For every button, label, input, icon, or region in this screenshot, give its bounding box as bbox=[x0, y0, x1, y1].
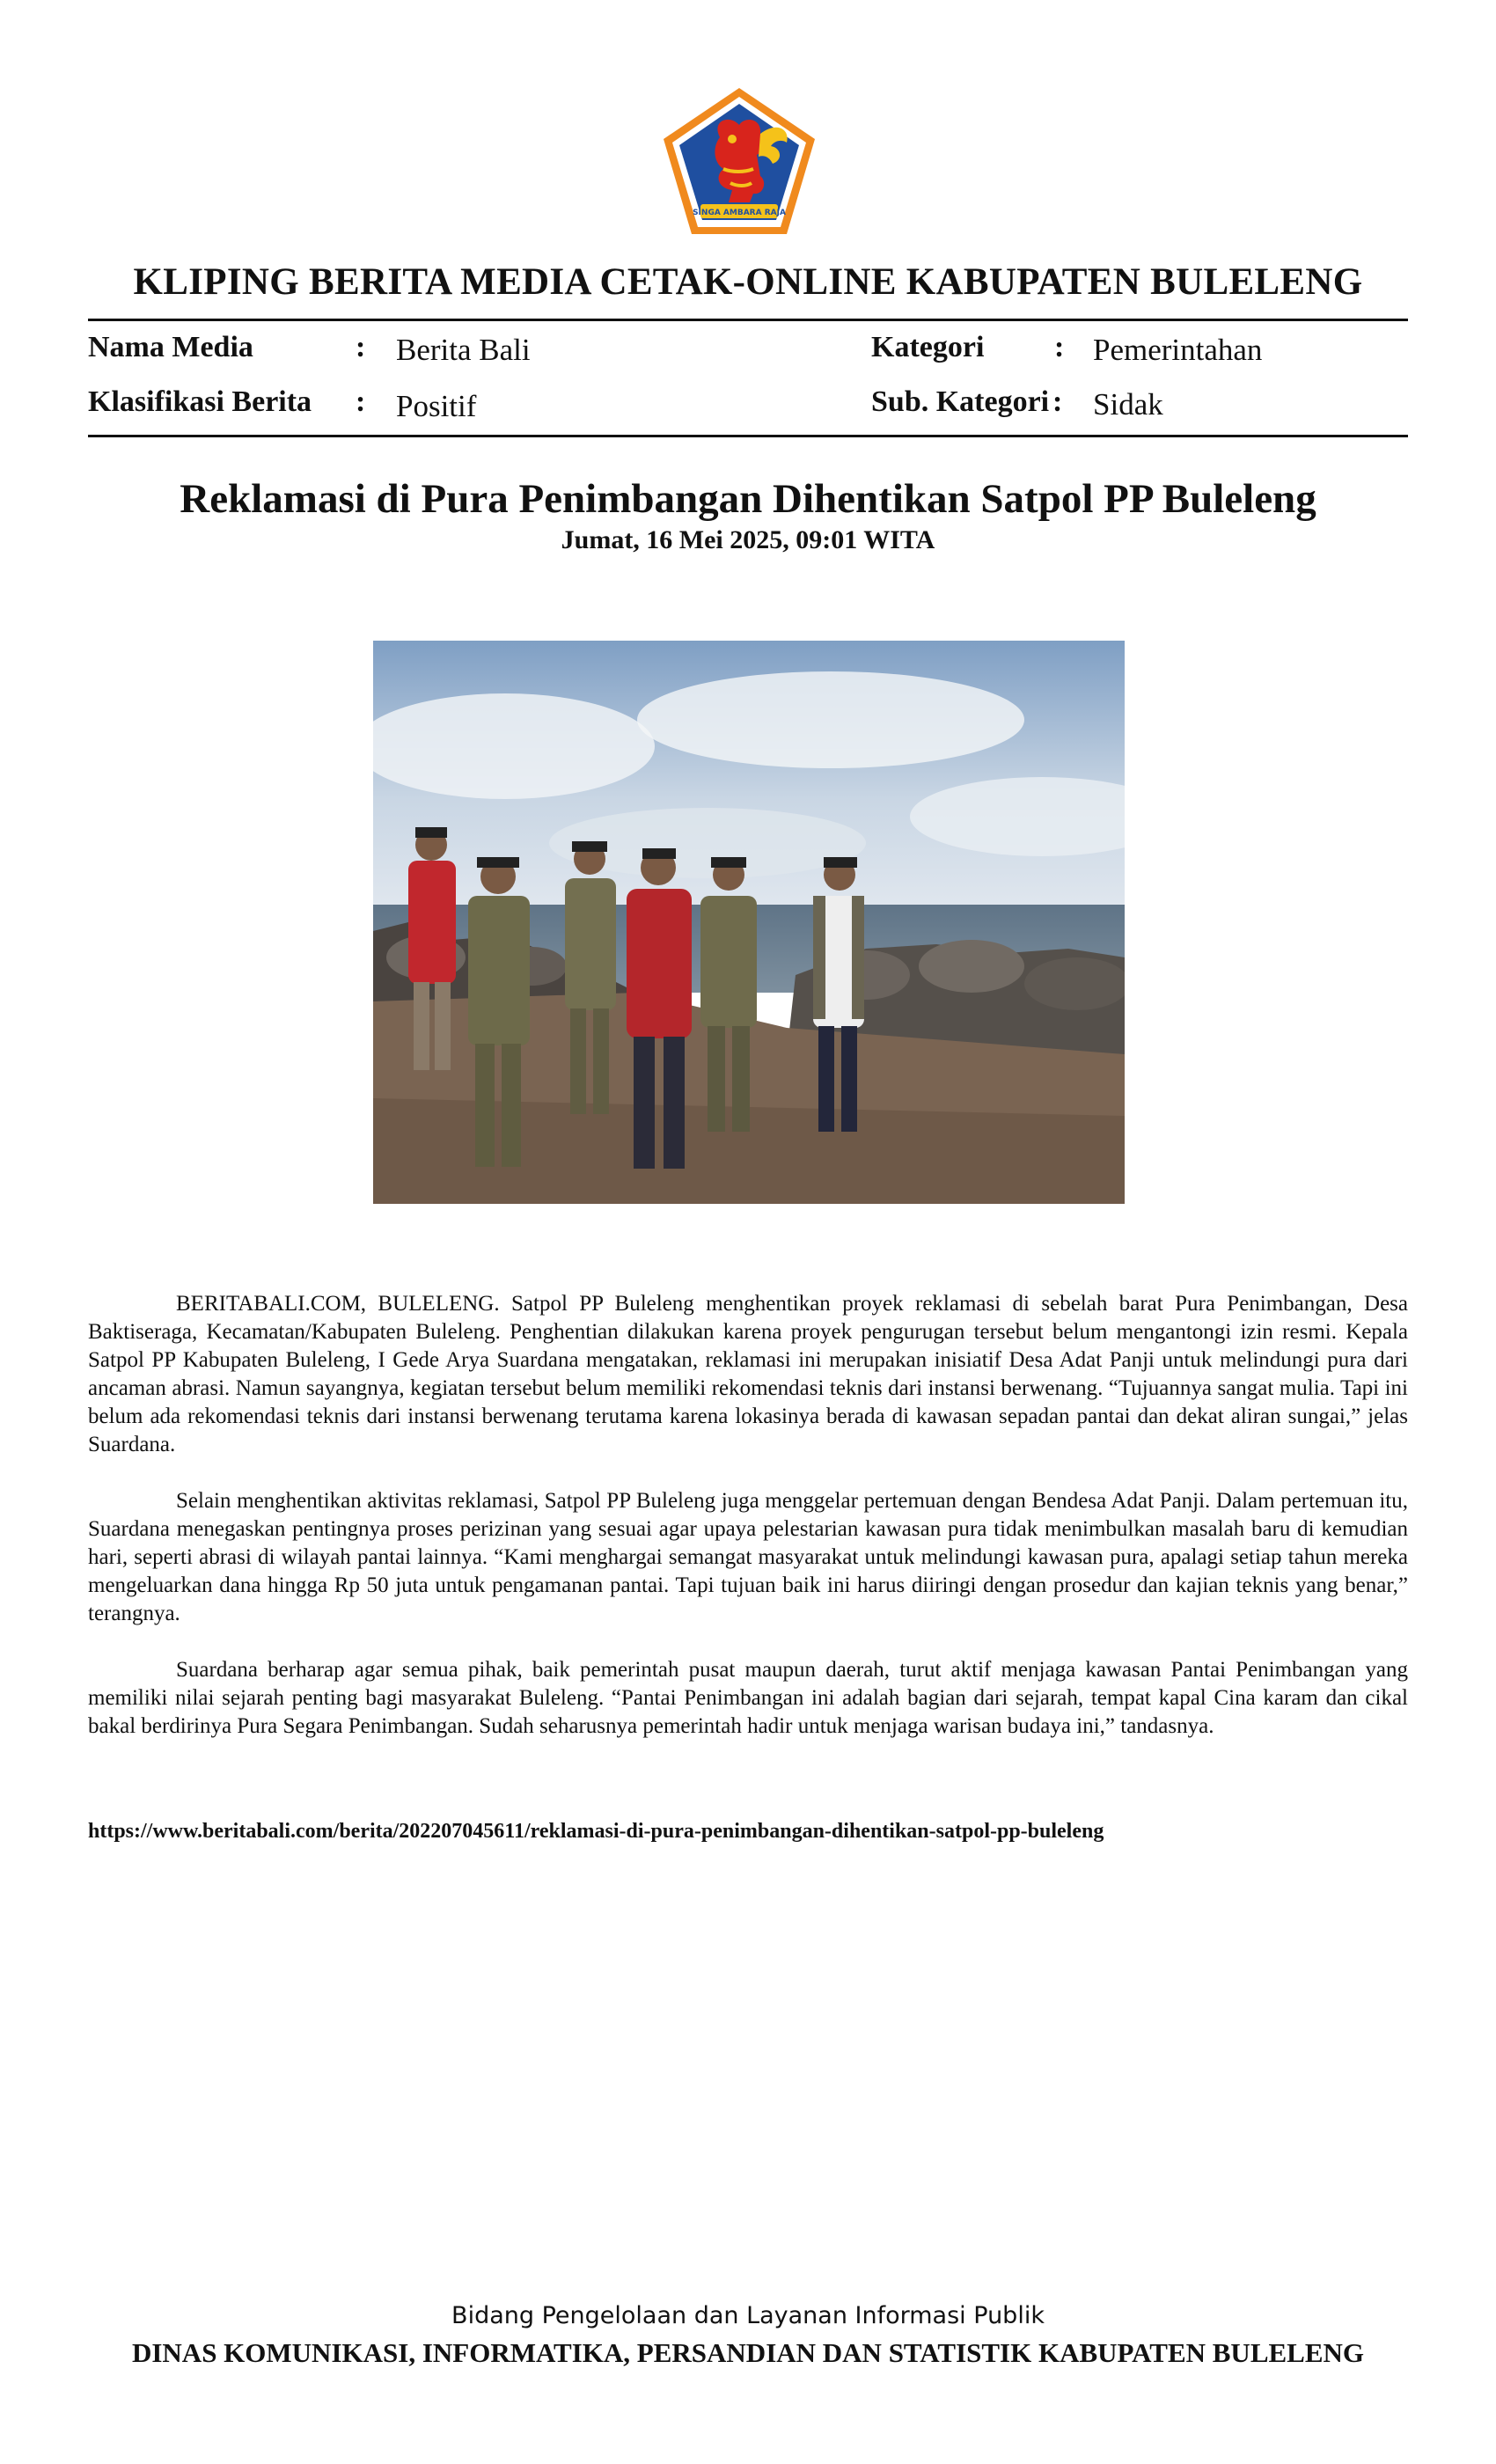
buleleng-crest-icon bbox=[658, 84, 820, 239]
top-divider bbox=[88, 319, 1408, 321]
article-date: Jumat, 16 Mei 2025, 09:01 WITA bbox=[561, 525, 935, 554]
footer-department: Bidang Pengelolaan dan Layanan Informasi Publik bbox=[451, 2302, 1045, 2329]
article-body bbox=[88, 1290, 1408, 1769]
page-title: KLIPING BERITA MEDIA CETAK-ONLINE KABUPATEN BULELENG bbox=[133, 261, 1363, 303]
meta-divider bbox=[88, 435, 1408, 437]
crest-motto: SINGA AMBARA RAJA bbox=[693, 209, 786, 217]
article-paragraph-2: Selain menghentikan aktivitas reklamasi, Satpol PP Buleleng juga menggelar pertemuan dengan Bendesa Adat Panji. Dalam pertemuan itu, Suardana menegaskan pentingnya proses perizinan yang sesuai agar upaya pelestarian kawasan pura tidak menimbulkan masalah baru di kemudian hari, seperti abrasi di wilayah pantai lainnya. “Kami menghargai semangat masyarakat untuk melindungi kawasan pura, apalagi setiap tahun mereka mengeluarkan dana hingga Rp 50 juta untuk pengamanan pantai. Tapi tujuan baik ini harus diiringi dengan prosedur dan kajian teknis yang benar,” terangnya. bbox=[88, 1489, 1408, 1625]
classification-label: Klasifikasi Berita bbox=[88, 385, 312, 418]
subcategory-value: Sidak bbox=[1093, 387, 1163, 422]
media-colon: : bbox=[356, 331, 366, 363]
footer-agency: DINAS KOMUNIKASI, INFORMATIKA, PERSANDIAN DAN STATISTIK KABUPATEN BULELENG bbox=[131, 2337, 1365, 2368]
category-value: Pemerintahan bbox=[1093, 333, 1263, 367]
media-label: Nama Media bbox=[88, 331, 253, 363]
subcategory-colon: : bbox=[1052, 385, 1063, 418]
classification-value: Positif bbox=[396, 389, 477, 423]
media-value: Berita Bali bbox=[396, 333, 531, 367]
category-label: Kategori bbox=[871, 331, 985, 363]
classification-colon: : bbox=[356, 385, 366, 418]
source-link[interactable]: https://www.beritabali.com/berita/202207045611/reklamasi-di-pura-penimbangan-dihentikan-satpol-pp-buleleng bbox=[88, 1820, 1104, 1843]
subcategory-label: Sub. Kategori bbox=[871, 385, 1050, 418]
category-colon: : bbox=[1054, 331, 1065, 363]
article-paragraph-1: BERITABALI.COM, BULELENG. Satpol PP Buleleng menghentikan proyek reklamasi di sebelah barat Pura Penimbangan, Desa Baktiseraga, Kecamatan/Kabupaten Buleleng. Penghentian dilakukan karena proyek pengurugan tersebut belum mengantongi izin resmi. Kepala Satpol PP Kabupaten Buleleng, I Gede Arya Suardana mengatakan, reklamasi ini merupakan inisiatif Desa Adat Panji untuk melindungi pura dari ancaman abrasi. Namun sayangnya, kegiatan tersebut belum memiliki rekomendasi teknis dari instansi berwenang. “Tujuannya sangat mulia. Tapi ini belum ada rekomendasi teknis dari instansi berwenang terutama karena lokasinya berada di kawasan sepadan pantai dan dekat aliran sungai,” jelas Suardana. bbox=[88, 1292, 1408, 1456]
article-title: Reklamasi di Pura Penimbangan Dihentikan Satpol PP Buleleng bbox=[180, 476, 1316, 522]
article-paragraph-3: Suardana berharap agar semua pihak, baik pemerintah pusat maupun daerah, turut aktif menjaga kawasan Pantai Penimbangan yang memiliki nilai sejarah penting bagi masyarakat Buleleng. “Pantai Penimbangan ini adalah bagian dari sejarah, tempat kapal Cina karam dan cikal bakal berdirinya Pura Segara Penimbangan. Sudah seharusnya pemerintah hadir untuk menjaga warisan budaya ini,” tandasnya. bbox=[88, 1658, 1408, 1738]
news-photo-icon bbox=[373, 641, 1125, 1204]
